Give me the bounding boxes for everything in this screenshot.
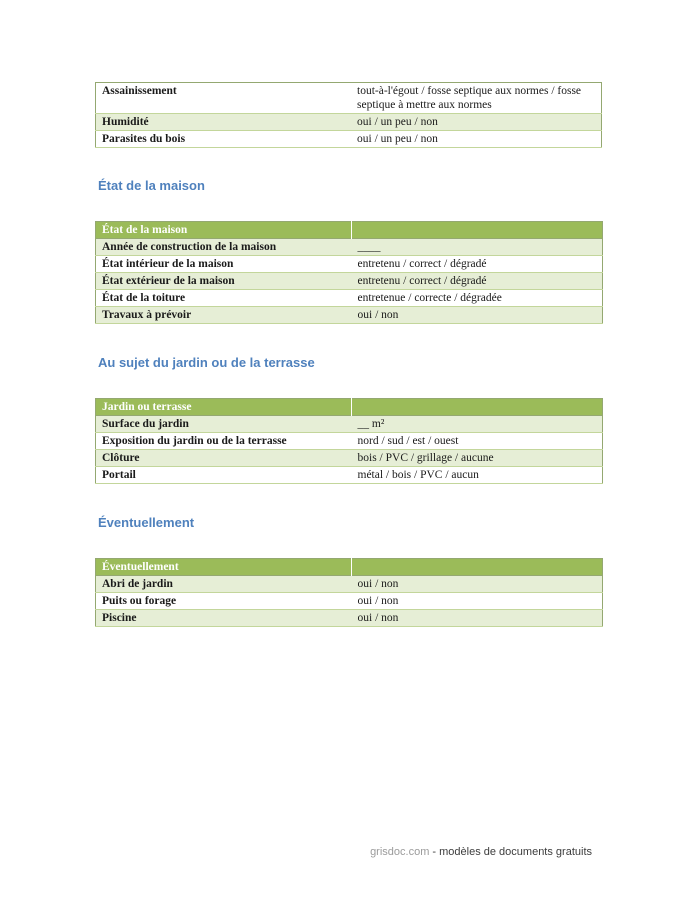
row-value: oui / non (352, 307, 603, 324)
heading-eventuellement: Éventuellement (98, 515, 195, 530)
table-header-row (96, 559, 603, 576)
table-jardin-ou-terrasse (95, 398, 603, 484)
row-value: oui / un peu / non (357, 133, 438, 145)
table-header-row (96, 399, 603, 416)
row-label: Surface du jardin (96, 416, 352, 433)
table-row (96, 450, 603, 467)
row-label: Humidité (96, 114, 352, 131)
row-label: État extérieur de la maison (96, 273, 352, 290)
row-label: Année de construction de la maison (96, 239, 352, 256)
footer-tagline: - modèles de documents gratuits (429, 846, 592, 858)
table-row (96, 433, 603, 450)
row-value: oui / non (352, 610, 603, 627)
table-row (96, 467, 603, 484)
row-value: oui / non (352, 576, 603, 593)
table-row (96, 290, 603, 307)
table-header-spacer (352, 559, 603, 576)
row-value: nord / sud / est / ouest (357, 435, 459, 447)
table-header-title: Éventuellement (96, 559, 352, 576)
row-label: Exposition du jardin ou de la terrasse (102, 435, 287, 447)
table-row (96, 307, 603, 324)
table-row (96, 256, 603, 273)
page-footer (370, 846, 592, 858)
row-label: Portail (102, 469, 136, 481)
row-value: entretenu / correct / dégradé (352, 273, 603, 290)
table-header-spacer (352, 222, 603, 239)
table-row (96, 131, 602, 148)
row-label: Abri de jardin (96, 576, 352, 593)
row-value: entretenu / correct / dégradé (357, 258, 487, 270)
grisdoc-link[interactable]: grisdoc.com (370, 846, 430, 858)
row-value: bois / PVC / grillage / aucune (352, 450, 603, 467)
table-header-row (96, 222, 603, 239)
row-label: Piscine (96, 610, 352, 627)
row-value: tout-à-l'égout / fosse septique aux normes / fosse septique à mettre aux normes (357, 85, 582, 111)
table-row (96, 610, 603, 627)
row-label: Travaux à prévoir (96, 307, 352, 324)
row-value: oui / un peu / non (351, 114, 602, 131)
table-header-title: État de la maison (96, 222, 352, 239)
table-assainissement (95, 82, 602, 148)
row-label: Assainissement (102, 85, 177, 97)
row-value: __ m² (352, 416, 603, 433)
table-row (96, 239, 603, 256)
row-value: ____ (352, 239, 603, 256)
table-row (96, 593, 603, 610)
table-etat-de-la-maison (95, 221, 603, 324)
table-header-spacer (352, 399, 603, 416)
table-header-title: Jardin ou terrasse (96, 399, 352, 416)
table-row (96, 114, 602, 131)
table-row (96, 273, 603, 290)
table-row (96, 576, 603, 593)
heading-etat-de-la-maison: État de la maison (98, 178, 205, 193)
row-value: oui / non (357, 595, 399, 607)
table-row (96, 83, 602, 114)
table-row (96, 416, 603, 433)
row-label: État intérieur de la maison (102, 258, 234, 270)
row-value: métal / bois / PVC / aucun (357, 469, 479, 481)
row-label: Puits ou forage (102, 595, 177, 607)
table-eventuellement (95, 558, 603, 627)
row-value: entretenue / correcte / dégradée (357, 292, 502, 304)
heading-jardin-terrasse: Au sujet du jardin ou de la terrasse (98, 355, 315, 370)
row-label: Clôture (96, 450, 352, 467)
row-label: État de la toiture (102, 292, 186, 304)
row-label: Parasites du bois (102, 133, 186, 145)
